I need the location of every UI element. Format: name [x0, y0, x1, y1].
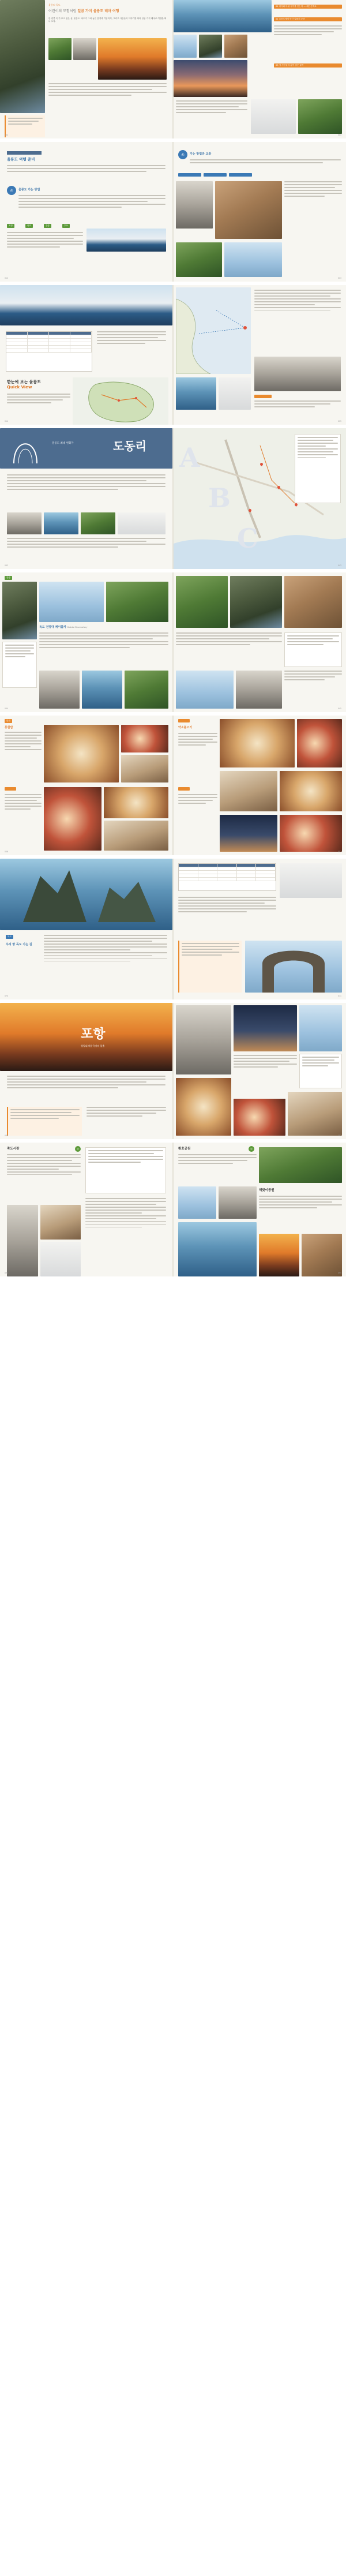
page-number: 002 — [5, 133, 9, 136]
stairs-photo — [176, 576, 228, 628]
mountain-photo — [2, 582, 37, 639]
map-title-ko: 한눈에 보는 울릉도 — [7, 380, 41, 384]
theme-2-body — [274, 25, 342, 60]
page-number: 012 — [5, 276, 9, 279]
page-left — [0, 428, 172, 569]
coastal-cliff-photo — [0, 0, 45, 113]
page-left — [0, 285, 172, 425]
hill-photo — [176, 242, 222, 277]
sea-view-photo — [178, 1222, 257, 1276]
page-right — [174, 1143, 346, 1276]
chapter-title: 도동리 — [113, 439, 146, 453]
map-title-en: Quick View — [7, 385, 32, 390]
page-number: 013 — [337, 276, 341, 279]
page-right — [174, 859, 346, 999]
page-number: 056 — [5, 850, 9, 853]
page-left — [0, 0, 172, 138]
ship-icon: ⛴ — [7, 186, 16, 195]
food-left-title: 홍합밥 — [5, 726, 13, 729]
view-photo — [82, 671, 122, 709]
left-sight-info — [85, 1147, 166, 1193]
theme-1-label: 01 바다와 바위 사이를 걷는다 — 해안산책로 — [274, 5, 342, 9]
spread-title — [48, 9, 167, 14]
left-sight-body-2 — [85, 1198, 166, 1276]
map-legend — [295, 434, 341, 503]
page-number: 095 — [337, 1271, 341, 1274]
pub-photo — [220, 815, 277, 852]
page-right — [174, 142, 346, 282]
banchan-photo — [297, 719, 342, 767]
market-sign-photo — [234, 1005, 297, 1051]
section-tag: 울릉도·독도 — [48, 3, 61, 6]
sight-body — [39, 632, 168, 667]
forest-trail-photo — [48, 38, 72, 60]
page-number: 086 — [5, 1134, 9, 1137]
subheading-body — [190, 159, 341, 170]
ferry-terminal-photo — [86, 229, 166, 252]
page-number: 070 — [5, 994, 9, 997]
restaurant-photo — [121, 755, 168, 782]
route-tag — [178, 173, 201, 177]
house-photo — [251, 99, 296, 134]
port-tag-4: 후포 — [62, 224, 70, 228]
left-sight-body — [7, 1154, 81, 1200]
port-tag-3: 강릉 — [44, 224, 51, 228]
sight-label: 관광 — [5, 576, 12, 580]
pohang-body — [86, 1107, 166, 1136]
trail-photo — [284, 576, 342, 628]
transport-body — [18, 195, 166, 218]
cliff-photo-2 — [199, 35, 222, 58]
dokdo-body — [44, 935, 167, 995]
route-tag-3 — [229, 173, 252, 177]
valley-photo — [298, 99, 342, 134]
spread-sights — [0, 572, 346, 716]
pohang-note — [7, 1107, 82, 1136]
map-letter-a: A — [179, 442, 200, 473]
coast-walkway-photo — [174, 0, 272, 32]
page-left — [0, 1143, 172, 1276]
regional-map-shape — [176, 287, 251, 374]
dokdo-note — [178, 941, 242, 993]
dodong-intro — [7, 474, 166, 509]
coast-road-photo — [224, 242, 282, 277]
page-right — [174, 285, 346, 425]
page-number: 015 — [337, 420, 341, 422]
chapter-band — [7, 151, 42, 155]
spread-preparation — [0, 142, 346, 285]
page-right — [174, 572, 346, 712]
market-body — [234, 1055, 297, 1095]
statue-photo — [302, 1234, 342, 1276]
left-sight-title: 죽도시장 — [7, 1147, 20, 1151]
bridge-photo — [299, 1005, 342, 1051]
rock-formation-photo — [215, 181, 282, 239]
dokdo-label: 독도 — [6, 935, 13, 939]
cable-car-photo — [39, 582, 104, 622]
tower-photo — [7, 1205, 38, 1276]
cafe-photo — [220, 771, 277, 811]
regional-map — [176, 287, 251, 374]
map-letter-c: C — [237, 523, 258, 554]
prep-subheading: 가는 방법과 교통 — [190, 152, 212, 156]
right-sight-body-2 — [259, 1196, 342, 1230]
food-label-3 — [178, 719, 190, 722]
evening-photo — [174, 60, 247, 97]
dodong-hill — [81, 512, 115, 534]
transport-notes — [254, 290, 341, 353]
page-number: 087 — [337, 1134, 341, 1137]
raw-fish-photo — [234, 1099, 285, 1136]
sunset-tree-photo — [98, 38, 167, 80]
transport-title: 울릉도 가는 방법 — [18, 188, 40, 192]
page-right — [174, 716, 346, 855]
location-icon: ◎ — [249, 1146, 254, 1152]
rice-dish-photo — [44, 725, 119, 782]
spread-dokdo — [0, 859, 346, 1003]
village-photo — [73, 38, 96, 60]
spread-quick-view — [0, 285, 346, 428]
theme-body — [48, 83, 167, 135]
stone-arch-photo — [245, 941, 342, 993]
page-number: 042 — [5, 564, 9, 567]
port-photo — [176, 377, 216, 410]
trail-info — [284, 632, 342, 667]
hall-photo — [40, 1205, 81, 1240]
chapter-opener — [0, 428, 172, 469]
pohang-subtitle: 영일대 해수욕장의 일출 — [81, 1044, 105, 1047]
spread-theme-travel — [0, 0, 346, 142]
harbor-body — [284, 181, 342, 239]
arch-rock — [245, 941, 342, 993]
title-main: 일곱 가지 울릉도 테마 여행 — [77, 9, 119, 13]
theme-3-label: 03 섬 사람들의 삶이 남은 골목 — [274, 63, 342, 68]
sight-title — [39, 626, 88, 630]
food-label: 맛집 — [5, 719, 12, 723]
forest-photo — [106, 582, 168, 622]
sight-info — [2, 642, 37, 688]
taxi-photo — [254, 357, 341, 391]
path-photo — [125, 671, 168, 709]
squid-photo — [280, 815, 342, 852]
page-left — [0, 142, 172, 282]
sight-title-en: Dokdo Observatory — [67, 626, 88, 628]
museum-body — [284, 671, 342, 709]
title-prefix: 어린이의 모험처럼 — [48, 9, 77, 13]
bbq-photo — [220, 719, 295, 767]
pohang-intro — [7, 1076, 166, 1104]
noodle-photo — [280, 771, 342, 811]
dodong-harbor — [44, 512, 78, 534]
page-number: 057 — [337, 850, 341, 853]
page-number: 094 — [5, 1271, 9, 1274]
shop-photo — [104, 821, 168, 851]
island-map — [73, 377, 168, 425]
park-sunset-photo — [259, 1234, 299, 1276]
spread-food — [0, 716, 346, 859]
prep-intro — [7, 165, 166, 180]
page-number: 045 — [337, 707, 341, 710]
food-right-body — [178, 733, 217, 785]
rock-arch-photo — [224, 35, 247, 58]
page-right-map — [174, 428, 346, 569]
food-label-4 — [178, 787, 190, 791]
intro-text: 한 번쯤 꼭 가 보고 싶은 섬, 울릉도. 파도가 그려 놓은 풍경과 기암괴석, 그리고 사람들의 이야기를 따라 일곱 가지 테마로 여행을 떠나 보자. — [48, 17, 167, 23]
page-left — [0, 716, 172, 855]
theme-2-label: 02 울릉도에서 만난 일몰의 순간 — [274, 17, 342, 21]
pohang-title: 포항 — [81, 1027, 106, 1042]
spread-pohang-sights — [0, 1143, 346, 1280]
food-2-body — [5, 794, 42, 852]
right-sight-body — [178, 1154, 257, 1183]
lookout-photo — [176, 671, 234, 709]
port-body — [7, 232, 83, 279]
dodong-street-1 — [7, 512, 42, 534]
bus-photo — [219, 377, 251, 410]
food-label-2 — [5, 787, 16, 791]
dokdo-photo — [0, 859, 172, 930]
theme-note — [5, 115, 45, 137]
dokdo-ferry-table — [178, 863, 276, 891]
market-photo — [176, 1005, 231, 1074]
island-map-shape — [73, 377, 168, 425]
dokdo-right-body — [178, 897, 276, 937]
page-number: 014 — [5, 420, 9, 422]
prep-heading: 울릉도 여행 준비 — [7, 157, 35, 162]
pohang-sunrise-photo — [0, 1003, 172, 1071]
food-right-title: 약소불고기 — [178, 726, 193, 729]
soup-photo — [104, 787, 168, 818]
sight-title-ko: 독도 전망대 케이블카 — [39, 626, 66, 629]
crab-photo — [176, 1078, 231, 1136]
route-tag-2 — [204, 173, 227, 177]
page-number: 044 — [5, 707, 9, 710]
sky-rock-photo — [174, 35, 197, 58]
seafood-photo — [44, 787, 101, 851]
dokdo-islets — [0, 859, 172, 930]
page-right — [174, 0, 346, 138]
ferry-photo — [0, 285, 172, 325]
park-photo — [259, 1147, 342, 1183]
dokdo-pier-photo — [280, 863, 342, 898]
dokdo-caption: 우리 땅 독도 가는 길 — [6, 943, 32, 946]
dodong-building — [118, 512, 166, 534]
arch-icon — [8, 432, 43, 466]
page-right — [174, 1003, 346, 1139]
trail-body — [176, 632, 282, 667]
stall-photo — [288, 1092, 342, 1136]
map-letter-b: B — [208, 482, 231, 514]
location-icon: ◎ — [75, 1146, 81, 1152]
port-tag-2: 묵호 — [25, 224, 33, 228]
spread-dodong — [0, 428, 346, 572]
map-intro — [7, 394, 70, 422]
ferry-timetable — [6, 331, 92, 372]
right-sight-title: 환호공원 — [178, 1147, 191, 1151]
page-number: 003 — [337, 133, 341, 136]
page-number: 043 — [337, 564, 341, 567]
food-4-body — [178, 794, 217, 852]
museum-photo — [236, 671, 282, 709]
coast-photo — [230, 576, 282, 628]
spread-pohang — [0, 1003, 346, 1143]
harbor-photo — [176, 181, 213, 229]
chapter-label: 울릉도 최대 번화가 — [52, 442, 74, 445]
promenade-photo — [219, 1186, 257, 1219]
page-left — [0, 1003, 172, 1139]
food-left-body — [5, 732, 42, 784]
station-photo — [39, 671, 80, 709]
right-sight-title-2: 해맞이공원 — [259, 1189, 274, 1192]
ferry-body — [97, 331, 166, 372]
port-tag-1: 포항 — [7, 224, 14, 228]
dodong-body — [7, 538, 166, 566]
market-info — [299, 1054, 342, 1088]
page-left — [0, 572, 172, 712]
tip-body — [254, 400, 341, 421]
lobby-photo — [40, 1242, 81, 1276]
page-left — [0, 859, 172, 999]
map-title — [7, 380, 41, 391]
tip-label — [254, 395, 272, 398]
ship-icon: ⛴ — [178, 150, 187, 159]
sculpture-photo — [178, 1186, 216, 1219]
theme-3-body — [176, 100, 247, 135]
side-dish-photo — [121, 725, 168, 752]
page-number: 071 — [337, 994, 341, 997]
